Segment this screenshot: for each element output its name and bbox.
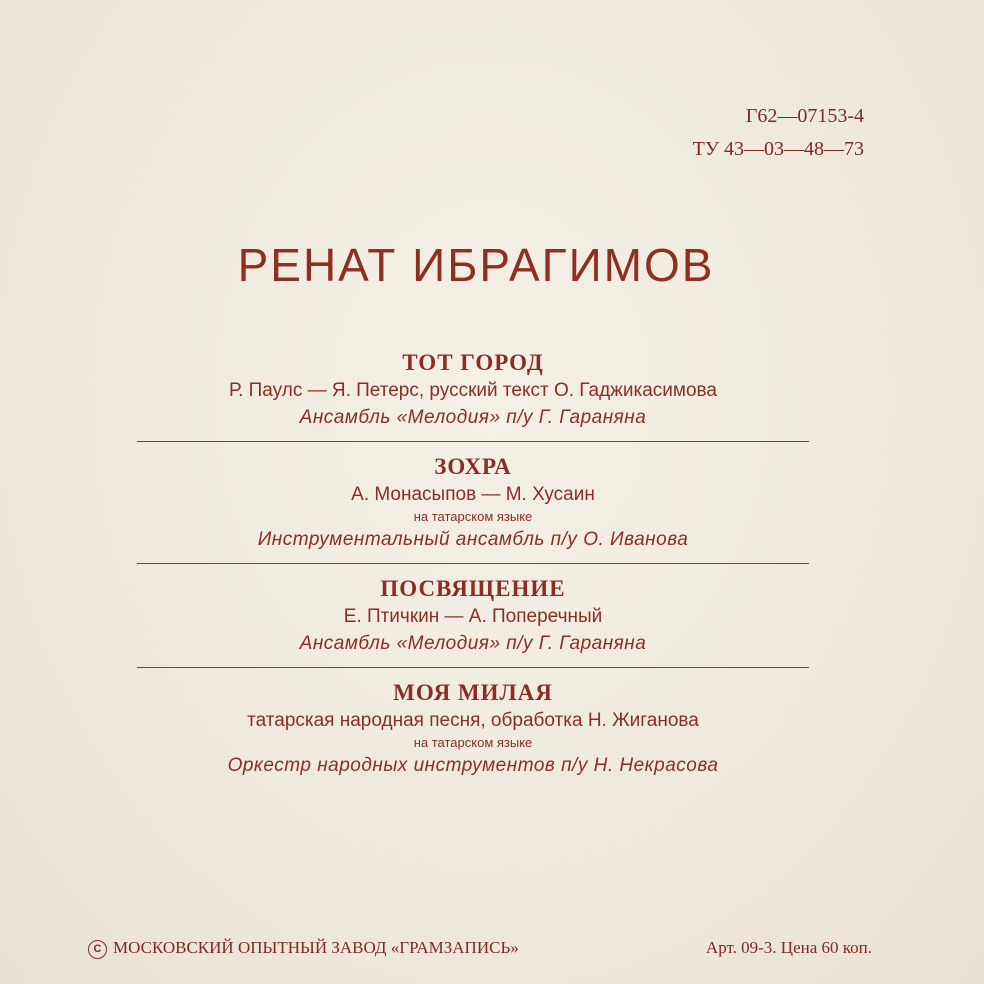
- artist-name: [0, 238, 984, 292]
- track-title: ЗОХРА: [434, 454, 512, 479]
- track-ensemble: Оркестр народных инструментов п/у Н. Некрасова: [227, 755, 719, 776]
- standard-number: ТУ 43—03—48—73: [692, 138, 864, 160]
- catalog-number: Г62—07153-4: [745, 105, 864, 127]
- track-ensemble: Ансамбль «Мелодия» п/у Г. Гараняна: [299, 633, 647, 654]
- track-title: ТОТ ГОРОД: [402, 350, 544, 375]
- track-item: [137, 348, 809, 432]
- track-credits: А. Монасыпов — М. Хусаин: [351, 484, 595, 505]
- track-credits: Р. Паулс — Я. Петерс, русский текст О. Гаджикасимова: [229, 380, 717, 401]
- publisher-name: МОСКОВСКИЙ ОПЫТНЫЙ ЗАВОД «ГРАМЗАПИСЬ»: [113, 938, 519, 957]
- track-title: МОЯ МИЛАЯ: [393, 680, 553, 705]
- track-item: [137, 574, 809, 658]
- catalog-codes: [693, 100, 864, 166]
- track-item: [137, 452, 809, 554]
- track-divider: [137, 563, 809, 564]
- track-title: ПОСВЯЩЕНИЕ: [380, 576, 566, 601]
- track-divider: [137, 441, 809, 442]
- copyright-icon: C: [88, 940, 107, 959]
- artist-name-text: РЕНАТ ИБРАГИМОВ: [237, 239, 715, 291]
- track-language: на татарском языке: [413, 509, 533, 524]
- track-ensemble: Инструментальный ансамбль п/у О. Иванова: [257, 529, 689, 550]
- publisher-line: [88, 938, 519, 959]
- track-list: [137, 348, 809, 780]
- track-credits: татарская народная песня, обработка Н. Жиганова: [247, 710, 699, 731]
- track-ensemble: Ансамбль «Мелодия» п/у Г. Гараняна: [299, 407, 647, 428]
- track-language: на татарском языке: [413, 735, 533, 750]
- track-item: [137, 678, 809, 780]
- price-line: Арт. 09-3. Цена 60 коп.: [705, 938, 872, 957]
- track-credits: Е. Птичкин — А. Поперечный: [343, 606, 603, 627]
- track-divider: [137, 667, 809, 668]
